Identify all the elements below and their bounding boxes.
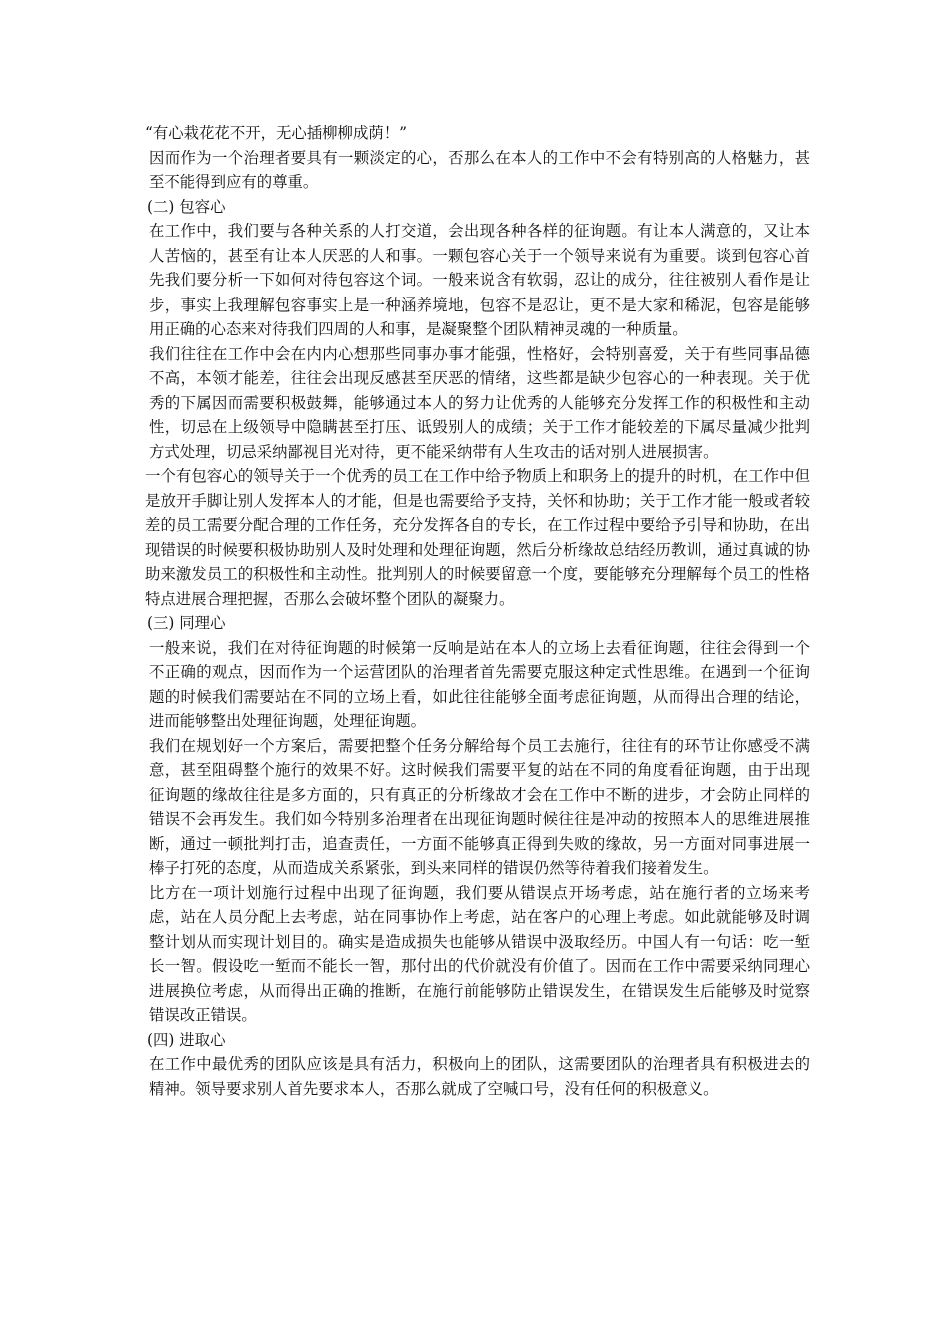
quote-line: “有心栽花花不开，无心插柳柳成荫！” bbox=[145, 124, 407, 142]
paragraph-empathy-example: 比方在一项计划施行过程中出现了征询题，我们要从错误点开场考虑，站在施行者的立场来考虑，站在人员分配上去考虑，站在同事协作上考虑，站在客户的心理上考虑。如此就能够及时调整计划从而实现计划目的。确实是造成损失也能够从错误中汲取经历。中国人有一句话：吃一堑长一智。假设吃一堑而不能长一智，那付出的代价就没有价值了。因而在工作中需要采纳同理心进展换位考虑，从而得出正确的推断，在施行前能够防止错误发生，在错误发生后能够及时觉察错误改正错误。 bbox=[149, 883, 810, 1024]
paragraph-tolerance-attitude: 我们往往在工作中会在内内心想那些同事办事才能强，性格好，会特别喜爱，关于有些同事品德不高，本领才能差，往往会出现反感甚至厌恶的情绪，这些都是缺少包容心的一种表现。关于优秀的下属因而需要积极鼓舞，能够通过本人的努力让优秀的人能够充分发挥工作的积极性和主动性，切忌在上级领导中隐瞒甚至打压、诋毁别人的成绩；关于工作才能较差的下属尽量减少批判方式处理，切忌采纳鄙视目光对待，更不能采纳带有人生攻击的话对别人进展损害。 bbox=[149, 344, 810, 461]
section-heading-empathy: (三) 同理心 bbox=[147, 614, 226, 632]
section-heading-initiative: (四) 进取心 bbox=[147, 1030, 226, 1049]
paragraph-calm-mind: 因而作为一个治理者要具有一颗淡定的心，否那么在本人的工作中不会有特别高的人格魅力，甚至不能得到应有的尊重。 bbox=[149, 148, 810, 191]
paragraph-initiative-intro: 在工作中最优秀的团队应该是具有活力，积极向上的团队，这需要团队的治理者具有积极进去的精神。领导要求别人首先要求本人，否那么就成了空喊口号，没有任何的积极意义。 bbox=[149, 1055, 810, 1098]
paragraph-empathy-planning: 我们在规划好一个方案后，需要把整个任务分解给每个员工去施行，往往有的环节让你感受不满意，甚至阻碍整个施行的效果不好。这时候我们需要平复的站在不同的角度看征询题，由于出现征询题的缘故往往是多方面的，只有真正的分析缘故才会在工作中不断的进步，才会防止同样的错误不会再发生。我们如今特别多治理者在出现征询题时候往往是冲动的按照本人的思维进展推断，通过一顿批判打击，追查责任，一方面不能够真正得到失败的缘故，另一方面对同事进展一棒子打死的态度，从而造成关系紧张，到头来同样的错误仍然等待着我们接着发生。 bbox=[149, 736, 810, 877]
document-body bbox=[145, 121, 810, 1101]
section-heading-tolerance: (二) 包容心 bbox=[147, 197, 226, 216]
paragraph-tolerance-leader: 一个有包容心的领导关于一个优秀的员工在工作中给予物质上和职务上的提升的时机，在工作中但是放开手脚让别人发挥本人的才能，但是也需要给予支持，关怀和协助；关于工作才能一般或者较差的员工需要分配合理的工作任务，充分发挥各自的专长，在工作过程中要给予引导和协助，在出现错误的时候要积极协助别人及时处理和处理征询题，然后分析缘故总结经历教训，通过真诚的协助来激发员工的积极性和主动性。批判别人的时候要留意一个度，要能够充分理解每个员工的性格特点进展合理把握，否那么会破坏整个团队的凝聚力。 bbox=[145, 467, 810, 608]
paragraph-tolerance-intro: 在工作中，我们要与各种关系的人打交道，会出现各种各样的征询题。有让本人满意的，又让本人苦恼的，甚至有让本人厌恶的人和事。一颗包容心关于一个领导来说有为重要。谈到包容心首先我们要分析一下如何对待包容这个词。一般来说含有软弱，忍让的成分，往往被别人看作是让步，事实上我理解包容事实上是一种涵养境地，包容不是忍让，更不是大家和稀泥，包容是能够用正确的心态来对待我们四周的人和事，是凝聚整个团队精神灵魂的一种质量。 bbox=[149, 222, 810, 338]
paragraph-empathy-intro: 一般来说，我们在对待征询题的时候第一反响是站在本人的立场上去看征询题，往往会得到一个不正确的观点，因而作为一个运营团队的治理者首先需要克服这种定式性思维。在遇到一个征询题的时候我们需要站在不同的立场上看，如此往往能够全面考虑征询题，从而得出合理的结论，进而能够整出处理征询题，处理征询题。 bbox=[149, 638, 810, 730]
